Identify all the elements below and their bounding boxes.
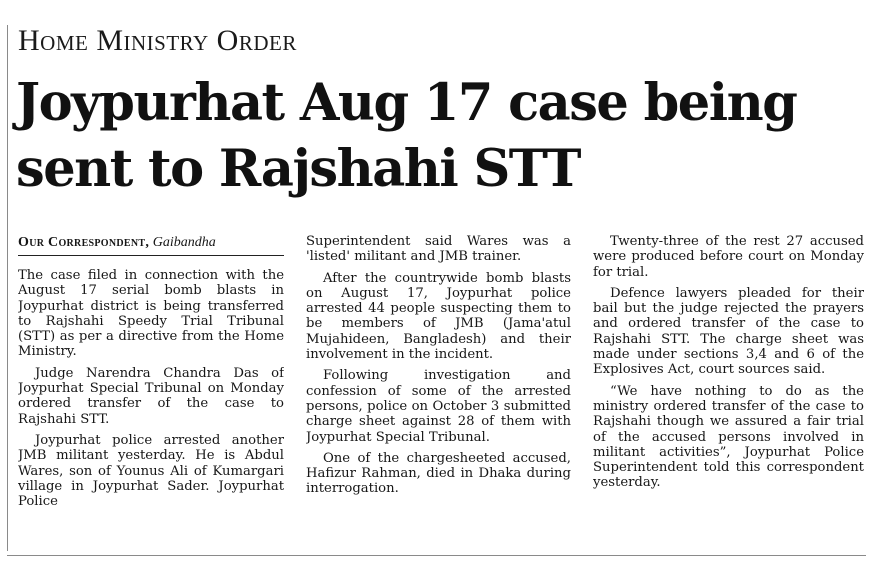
bottom-rule [7,555,866,556]
paragraph: The case filed in connection with the August 17 serial bomb blasts in Joypurhat district is being transferred to Rajshahi Speedy Trial Tribunal (STT) as per a directive from the Home Ministry. [18,268,284,360]
column-1 [18,234,284,540]
paragraph: Twenty-three of the rest 27 accused were produced before court on Monday for trial. [593,234,864,280]
headline-line-1: Joypurhat Aug 17 case being [16,73,797,133]
paragraph: “We have nothing to do as the ministry ordered transfer of the case to Rajshahi though we assured a fair trial of the accused persons involved in militant activities”, Joypurhat Police Superintendent told this correspondent yesterday. [593,383,864,491]
column-3 [593,234,864,540]
paragraph: Judge Narendra Chandra Das of Joypurhat Special Tribunal on Monday ordered transfer of the case to Rajshahi STT. [18,365,284,427]
paragraph: Defence lawyers pleaded for their bail but the judge rejected the prayers and ordered transfer of the case to Rajshahi STT. The charge sheet was made under sections 3,4 and 6 of the Explosives Act, court sources said. [593,285,864,378]
headline [16,70,866,202]
paragraph: Joypurhat police arrested another JMB militant yesterday. He is Abdul Wares, son of Younus Ali of Kumargari village in Joypurhat Sader. Joypurhat Police [18,432,284,510]
byline [18,234,284,256]
byline-name: Our Correspondent, [18,235,150,250]
paragraph: Following investigation and confession of some of the arrested persons, police on October 3 submitted charge sheet against 28 of them with Joypurhat Special Tribunal. [306,368,571,445]
headline-line-2: sent to Rajshahi STT [16,139,580,199]
left-column-rule [7,25,8,551]
article-body [18,234,864,540]
paragraph: After the countrywide bomb blasts on August 17, Joypurhat police arrested 44 people suspecting them to be members of JMB (Jama'atul Mujahideen, Bangladesh) and their involvement in the incident. [306,270,571,363]
kicker-heading: Home Ministry Order [18,24,297,57]
byline-place: Gaibandha [152,235,216,250]
column-2 [306,234,571,540]
paragraph: One of the chargesheeted accused, Hafizur Rahman, died in Dhaka during interrogation. [306,450,571,497]
paragraph-continued: Superintendent said Wares was a 'listed' militant and JMB trainer. [306,234,571,265]
